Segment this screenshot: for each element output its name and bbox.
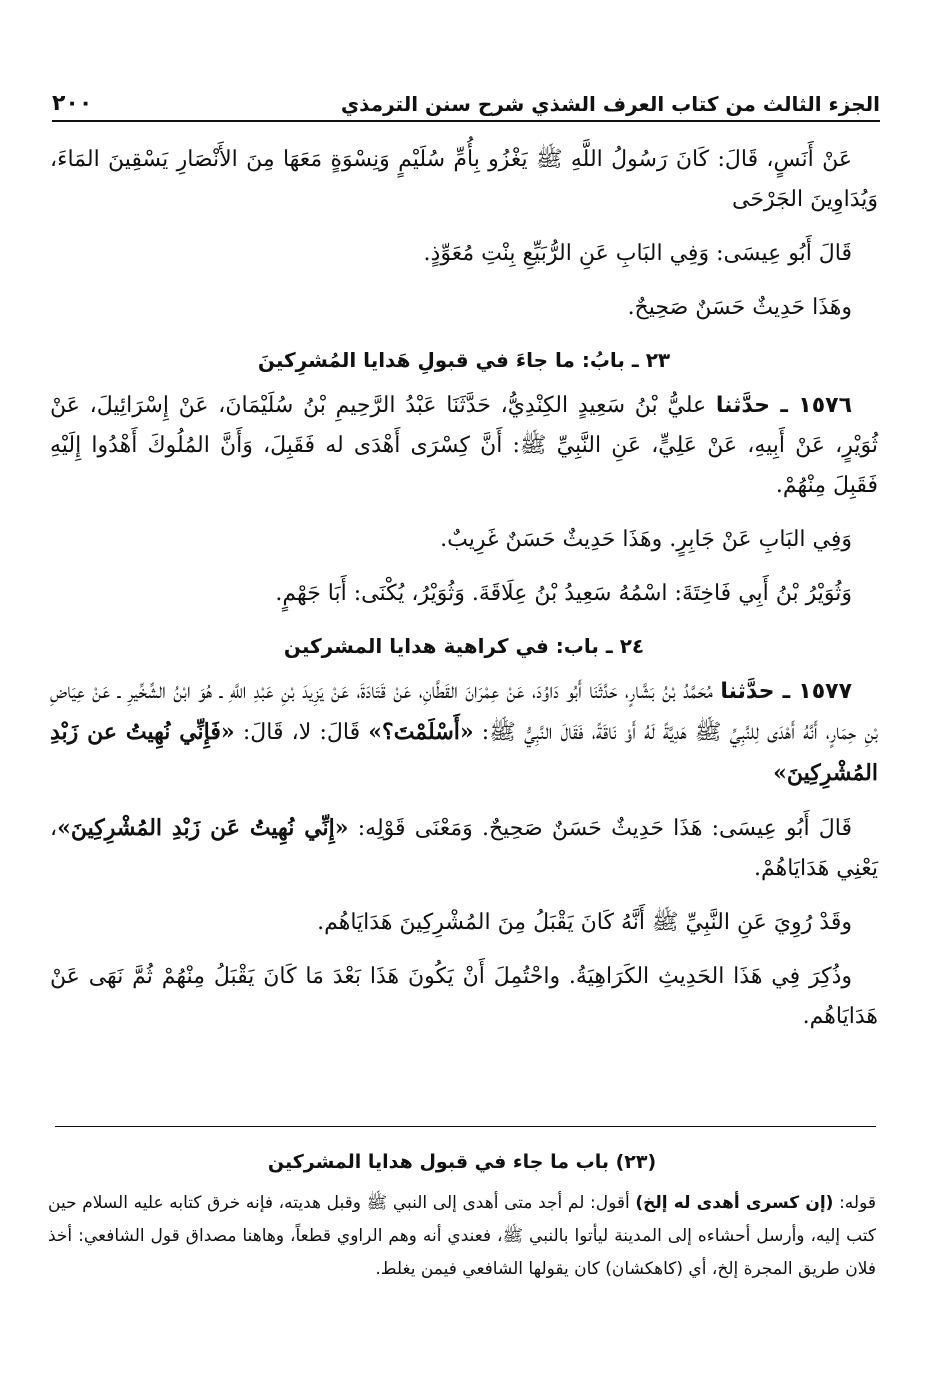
section-24-comment-2: وقَدْ رُوِيَ عَنِ النَّبِيِّ ﷺ أَنَّهُ كَانَ يَقْبَلُ مِنَ المُشْرِكِينَ هَدَايَاهُم. [317, 910, 852, 935]
section-24-comment-1 [50, 808, 878, 889]
quote-nuhitu: «فَإِنِّي نُهِيتُ عن زَبْدِ المُشْرِكِينَ» [50, 719, 878, 786]
intro-comment-1: قَالَ أَبُو عِيسَى: وَفِي البَابِ عَنِ الرُّبَيِّعِ بِنْتِ مُعَوِّذٍ. [423, 241, 852, 266]
section-23-comment-1: وَفِي البَابِ عَنْ جَابِرٍ. وهَذَا حَدِيثٌ حَسَنٌ غَرِيبٌ. [440, 527, 852, 552]
page-number: ٢٠٠ [52, 91, 93, 116]
hadith-text-part-b: قَالَ: لا، قَالَ: [242, 720, 361, 745]
footnote-heading: (٢٣) باب ما جاء في قبول هدايا المشركين [267, 1151, 657, 1173]
hadith-number: ١٥٧٧ ـ حدَّثنا [720, 679, 852, 704]
hadith-1576 [50, 386, 878, 506]
hadith-number: ١٥٧٦ ـ حدَّثنا [715, 393, 853, 418]
section-24-heading: ٢٤ ـ باب: في كراهية هدايا المشركين [283, 634, 645, 658]
running-title: الجزء الثالث من كتاب العرف الشذي شرح سنن الترمذي [340, 92, 880, 116]
page-header [52, 80, 880, 122]
comment-part-b: ، يَعْنِي هَدَايَاهُمْ. [50, 816, 878, 881]
main-text [50, 140, 878, 1051]
section-23-comment-2: وَثُوَيْرُ بْنُ أَبِي فَاخِتَةَ: اسْمُهُ سَعِيدُ بْنُ عِلَاقَةَ. وَثُوَيْرُ، يُكْنَى: أَبَا جَهْمٍ. [275, 581, 852, 606]
section-24-comment-3: وذُكِرَ فِي هَذَا الحَدِيثِ الكَرَاهِيَةُ. واحْتُمِلَ أَنْ يَكُونَ هَذَا بَعْدَ مَا كَانَ يَقْبَلُ مِنْهُمْ ثُمَّ نَهَى عَنْ هَدَايَاهُم. [50, 964, 878, 1029]
footnote-text [48, 1187, 876, 1286]
hadith-1577 [50, 672, 878, 794]
hadith-text: عليُّ بْنُ سَعِيدٍ الكِنْدِيُّ، حَدَّثَنَا عَبْدُ الرَّحِيمِ بْنُ سُلَيْمَانَ، عَنْ إِسْرَائِيلَ، عَنْ ثُوَيْرٍ، عَنْ أَبِيهِ، عَنْ عَلِيٍّ، عَنِ النَّبِيِّ ﷺ: أَنَّ كِسْرَى أَهْدَى له فَقَبِلَ، وَأَنَّ المُلُوكَ أَهْدُوا إِلَيْهِ فَقَبِلَ مِنْهُمْ. [50, 393, 878, 498]
footnote-divider [55, 1126, 876, 1127]
footnote-lead: قوله: [833, 1193, 876, 1213]
hadith-text-part-a: مُحَمَّدُ بْنُ بَشَّارٍ، حَدَّثَنَا أَبُو دَاوُدَ، عَنْ عِمْرَانَ القَطَّانِ، عَنْ قَتَادَةَ، عَنْ يَزِيدَ بْنِ عَبْدِ اللَّهِ ـ هُوَ ابْنُ الشِّخِّيرِ ـ عَنْ عِيَاضِ بْنِ حِمَارٍ، أَنَّهُ أَهْدَى لِلنَّبِيِّ ﷺ هَدِيَّةً لَهُ أَوْ نَاقَةً، فَقَالَ النَّبِيُّ ﷺ: [50, 679, 878, 745]
comment-quote: «إِنِّي نُهِيتُ عَن زَبْدِ المُشْرِكِينَ» [57, 815, 349, 841]
footnote-body: أقول: لم أجد متى أهدى إلى النبي ﷺ وقبل هديته، فإنه خرق كتابه عليه السلام حين كتب إليه، وأرسل أحشاءه إلى المدينة ليأتوا بالنبي ﷺ، فعندي أنه وهم الراوي قطعاً، وهاهنا مصداق قول الشافعي: أخذ فلان طريق المجرة إلخ، أي (كاهكشان) كان يقولها الشافعي فيمن يغلط. [48, 1193, 876, 1279]
footnote-lead-quote: (إن كسرى أهدى له إلخ) [635, 1193, 834, 1213]
section-23-heading: ٢٣ ـ بابُ: ما جاءَ في قبولِ هَدايا المُشرِكينَ [257, 348, 671, 372]
quote-aslamta: «أَسْلَمْتَ؟» [368, 719, 474, 745]
comment-part-a: قَالَ أَبُو عِيسَى: هَذَا حَدِيثٌ حَسَنٌ صَحِيحٌ. وَمَعْنَى قَوْلِه: [357, 816, 852, 841]
footnotes [48, 1146, 876, 1286]
intro-comment-2: وهَذَا حَدِيثٌ حَسَنٌ صَحِيحٌ. [627, 295, 852, 320]
intro-hadith: عَنْ أَنَسٍ، قَالَ: كَانَ رَسُولُ اللَّهِ ﷺ يَغْزُو بِأُمِّ سُلَيْمٍ وَنِسْوَةٍ مَعَهَا مِنَ الأَنْصَارِ يَسْقِينَ المَاءَ، وَيُدَاوِينَ الجَرْحَى [50, 147, 878, 212]
